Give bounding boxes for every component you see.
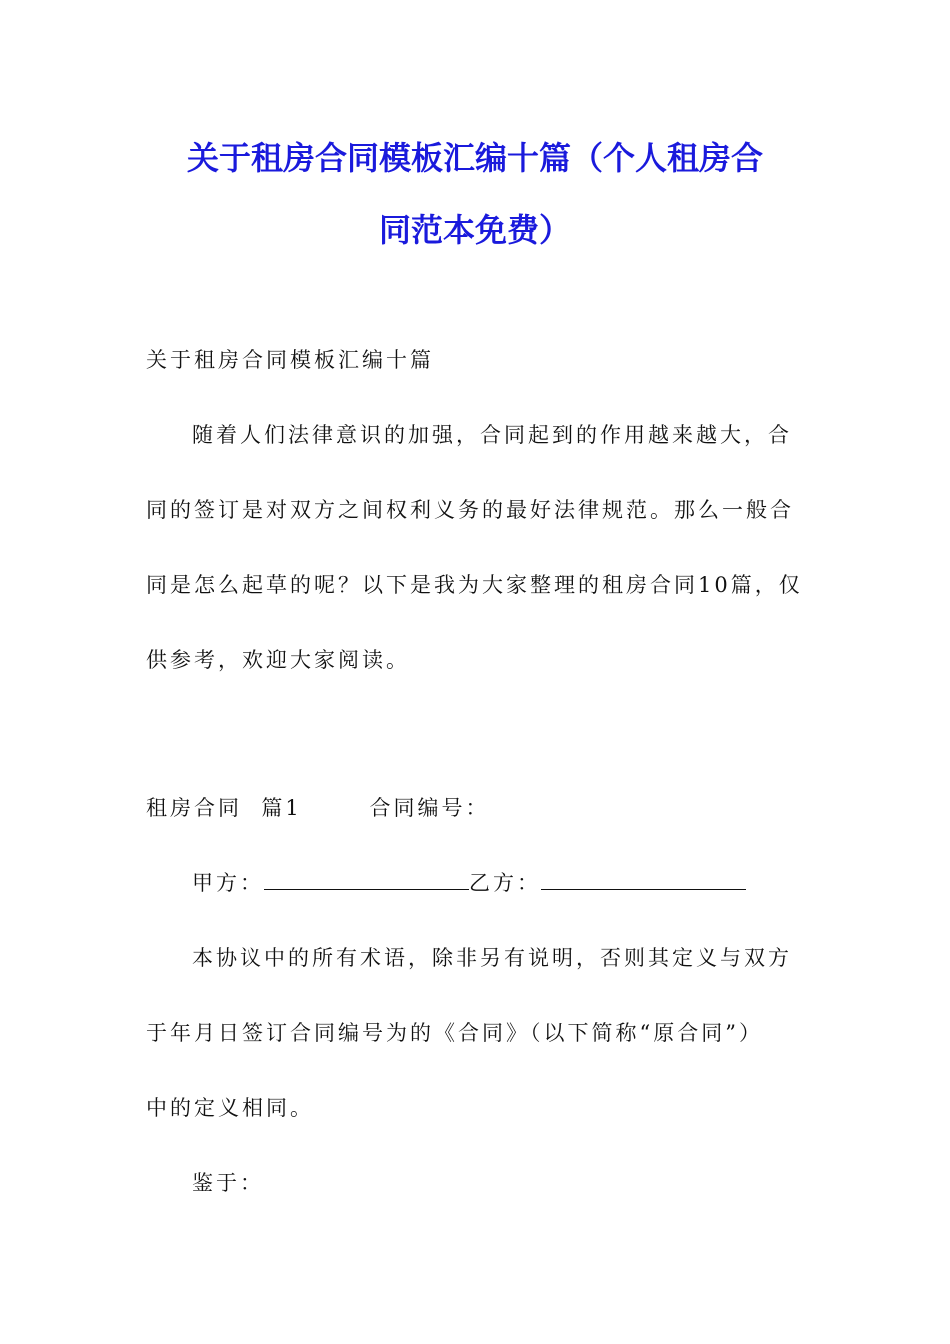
section-heading: 租房合同 篇1 合同编号： bbox=[146, 796, 490, 820]
intro-line-3: 同是怎么起草的呢？以下是我为大家整理的租房合同10篇，仅 bbox=[146, 573, 803, 597]
party-b-label: 乙方： bbox=[469, 871, 541, 895]
document-subtitle: 关于租房合同模板汇编十篇 bbox=[146, 348, 434, 372]
party-a-label: 甲方： bbox=[192, 871, 264, 895]
party-b-blank bbox=[541, 869, 746, 890]
body-line-2: 于年月日签订合同编号为的《合同》（以下简称“原合同”） bbox=[146, 1021, 763, 1045]
intro-line-2: 同的签订是对双方之间权利义务的最好法律规范。那么一般合 bbox=[146, 498, 794, 522]
whereas-heading: 鉴于： bbox=[192, 1171, 264, 1195]
parties-line bbox=[192, 868, 746, 898]
party-a-blank bbox=[264, 869, 469, 890]
body-line-1: 本协议中的所有术语，除非另有说明，否则其定义与双方 bbox=[192, 946, 792, 970]
document-title-line-1: 关于租房合同模板汇编十篇（个人租房合 bbox=[186, 139, 763, 177]
intro-line-1: 随着人们法律意识的加强，合同起到的作用越来越大，合 bbox=[192, 423, 792, 447]
intro-line-4: 供参考，欢迎大家阅读。 bbox=[146, 648, 410, 672]
document-title-line-2: 同范本免费） bbox=[378, 211, 571, 249]
body-line-3: 中的定义相同。 bbox=[146, 1096, 314, 1120]
